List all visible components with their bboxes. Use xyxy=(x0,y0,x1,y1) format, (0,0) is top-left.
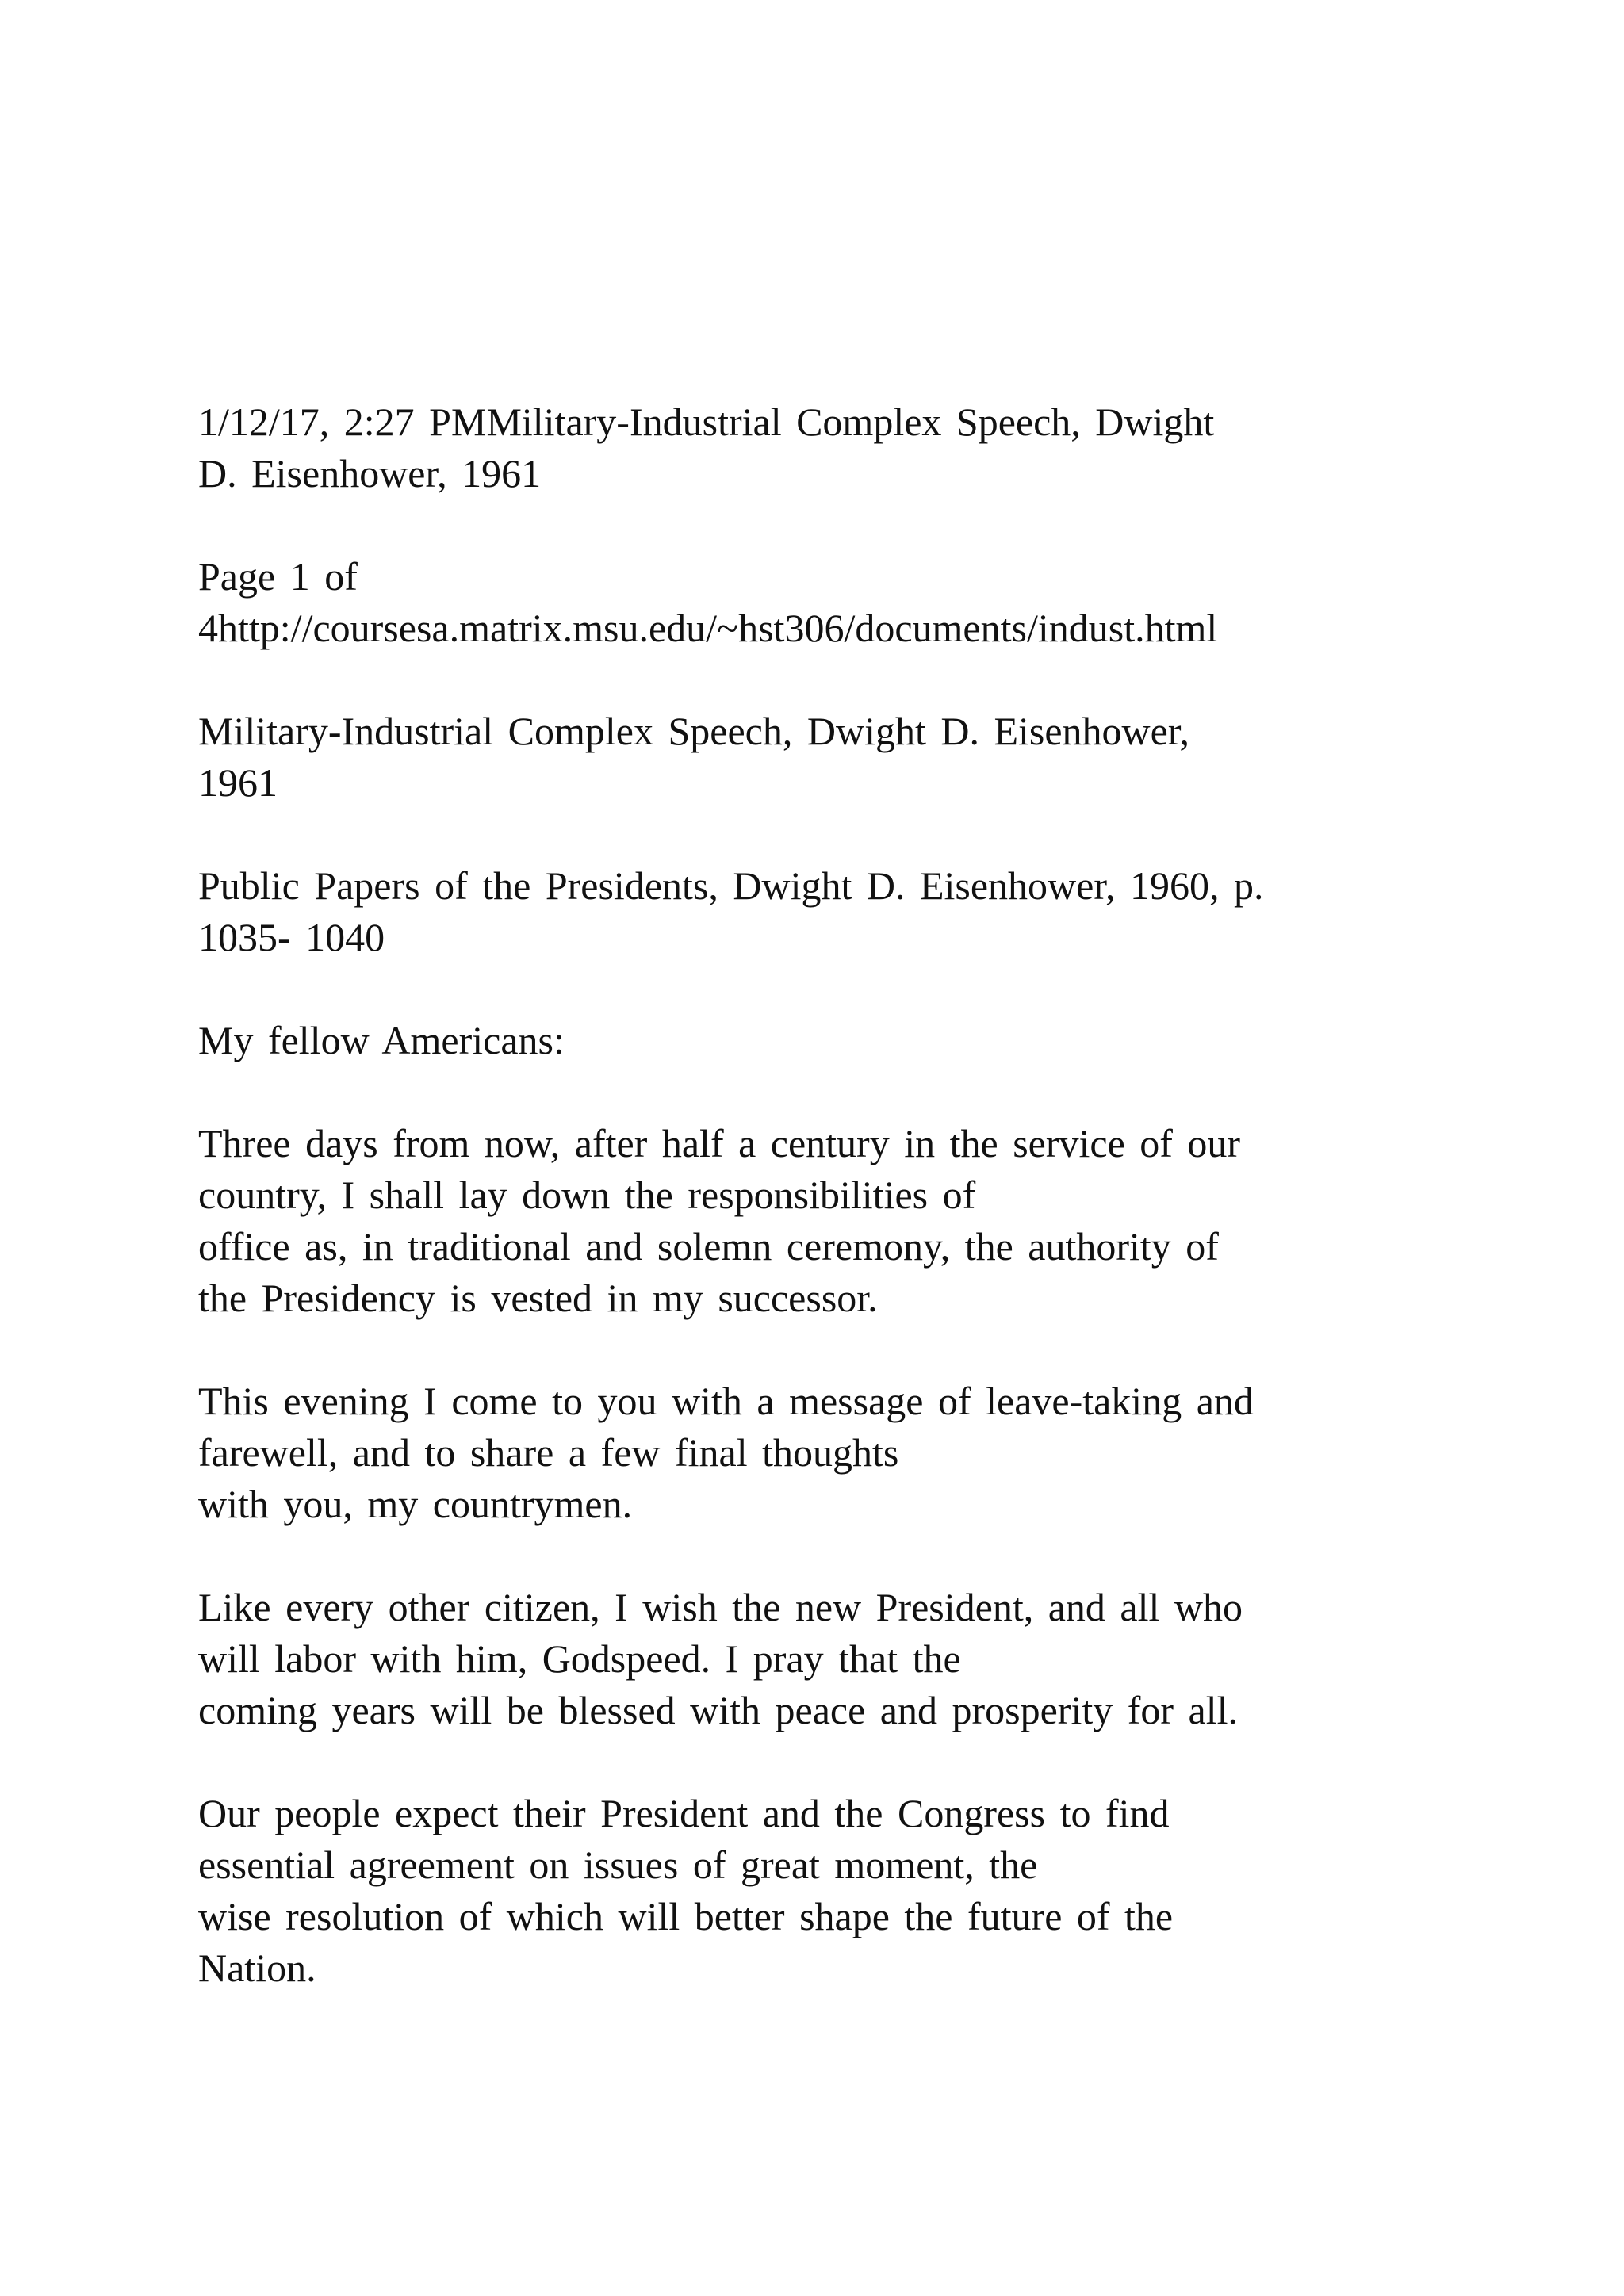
document-title-line: 1961 xyxy=(198,760,278,805)
paragraph xyxy=(198,1582,1499,1736)
paragraph xyxy=(198,1376,1499,1530)
paragraph-line: coming years will be blessed with peace and prosperity for all. xyxy=(198,1688,1239,1732)
print-header xyxy=(198,396,1499,499)
document-body xyxy=(198,396,1499,2045)
source-citation-line: Public Papers of the Presidents, Dwight D. Eisenhower, 1960, p. xyxy=(198,863,1264,908)
paragraph xyxy=(198,1118,1499,1324)
paragraph-line: the Presidency is vested in my successor. xyxy=(198,1276,878,1320)
salutation xyxy=(198,1015,1499,1066)
document-title-line: Military-Industrial Complex Speech, Dwight D. Eisenhower, xyxy=(198,709,1189,753)
page-reference-line: Page 1 of xyxy=(198,554,358,599)
paragraph-line: will labor with him, Godspeed. I pray that the xyxy=(198,1636,961,1681)
paragraph-line: This evening I come to you with a message of leave-taking and xyxy=(198,1379,1254,1423)
paragraph-line: office as, in traditional and solemn ceremony, the authority of xyxy=(198,1224,1219,1269)
paragraph-line: essential agreement on issues of great moment, the xyxy=(198,1843,1038,1887)
paragraph-line: country, I shall lay down the responsibilities of xyxy=(198,1173,976,1217)
paragraph-line: Like every other citizen, I wish the new President, and all who xyxy=(198,1585,1243,1629)
salutation-line: My fellow Americans: xyxy=(198,1018,565,1062)
paragraph-line: farewell, and to share a few final thoughts xyxy=(198,1430,899,1475)
document-title xyxy=(198,706,1499,809)
paragraph-line: Three days from now, after half a century in the service of our xyxy=(198,1121,1241,1165)
paragraph-line: Our people expect their President and the Congress to find xyxy=(198,1791,1170,1835)
print-header-line: D. Eisenhower, 1961 xyxy=(198,451,542,496)
paragraph-line: wise resolution of which will better shape the future of the xyxy=(198,1894,1174,1938)
print-header-line: 1/12/17, 2:27 PMMilitary-Industrial Complex Speech, Dwight xyxy=(198,400,1215,444)
paragraph-line: Nation. xyxy=(198,1946,316,1990)
page-reference-line: 4http://coursesa.matrix.msu.edu/~hst306/documents/indust.html xyxy=(198,606,1218,650)
page-reference xyxy=(198,551,1499,654)
source-citation xyxy=(198,860,1499,963)
paragraph xyxy=(198,1788,1499,1994)
paragraph-line: with you, my countrymen. xyxy=(198,1482,633,1526)
source-citation-line: 1035- 1040 xyxy=(198,915,385,959)
